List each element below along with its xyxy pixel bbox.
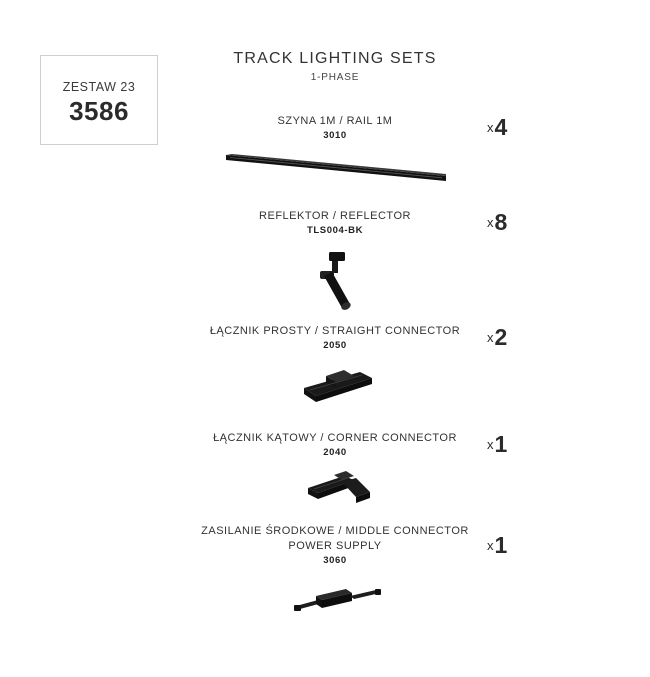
quantity-value: 1: [494, 431, 508, 457]
item-name: ŁĄCZNIK PROSTY / STRAIGHT CONNECTOR: [209, 325, 461, 337]
middle-power-supply-icon: [292, 584, 384, 616]
quantity-prefix: x: [487, 120, 494, 135]
item-corner-connector: [140, 431, 530, 459]
page-subtitle: 1-PHASE: [310, 72, 360, 83]
item-code: 3060: [323, 555, 347, 566]
item-name-line2: POWER SUPPLY: [288, 540, 382, 552]
item-rail: [140, 114, 530, 142]
item-reflector: [140, 209, 530, 237]
corner-connector-icon: [304, 466, 374, 508]
item-name: REFLEKTOR / REFLECTOR: [259, 210, 411, 222]
item-quantity: [487, 324, 537, 351]
quantity-prefix: x: [487, 330, 494, 345]
item-middle-power-supply: [140, 524, 530, 567]
item-quantity: [487, 209, 537, 236]
straight-connector-icon: [300, 362, 376, 410]
quantity-prefix: x: [487, 538, 494, 553]
page-title: TRACK LIGHTING SETS: [233, 50, 437, 67]
quantity-value: 8: [494, 209, 508, 235]
item-code: 2050: [323, 340, 347, 351]
set-label: ZESTAW 23: [62, 80, 136, 94]
item-quantity: [487, 114, 537, 141]
quantity-value: 1: [494, 532, 508, 558]
spotlight-icon: [310, 250, 360, 312]
quantity-prefix: x: [487, 437, 494, 452]
rail-icon: [220, 148, 450, 184]
item-code: TLS004-BK: [306, 225, 364, 236]
quantity-value: 2: [494, 324, 508, 350]
item-quantity: [487, 532, 537, 559]
item-name: ZASILANIE ŚRODKOWE / MIDDLE CONNECTOR: [201, 525, 469, 537]
item-code: 2040: [323, 447, 347, 458]
quantity-value: 4: [494, 114, 508, 140]
quantity-prefix: x: [487, 215, 494, 230]
item-quantity: [487, 431, 537, 458]
item-straight-connector: [140, 324, 530, 352]
item-name: SZYNA 1M / RAIL 1M: [277, 115, 393, 127]
set-number: 3586: [69, 96, 129, 126]
item-code: 3010: [323, 130, 347, 141]
item-name: ŁĄCZNIK KĄTOWY / CORNER CONNECTOR: [213, 432, 457, 444]
